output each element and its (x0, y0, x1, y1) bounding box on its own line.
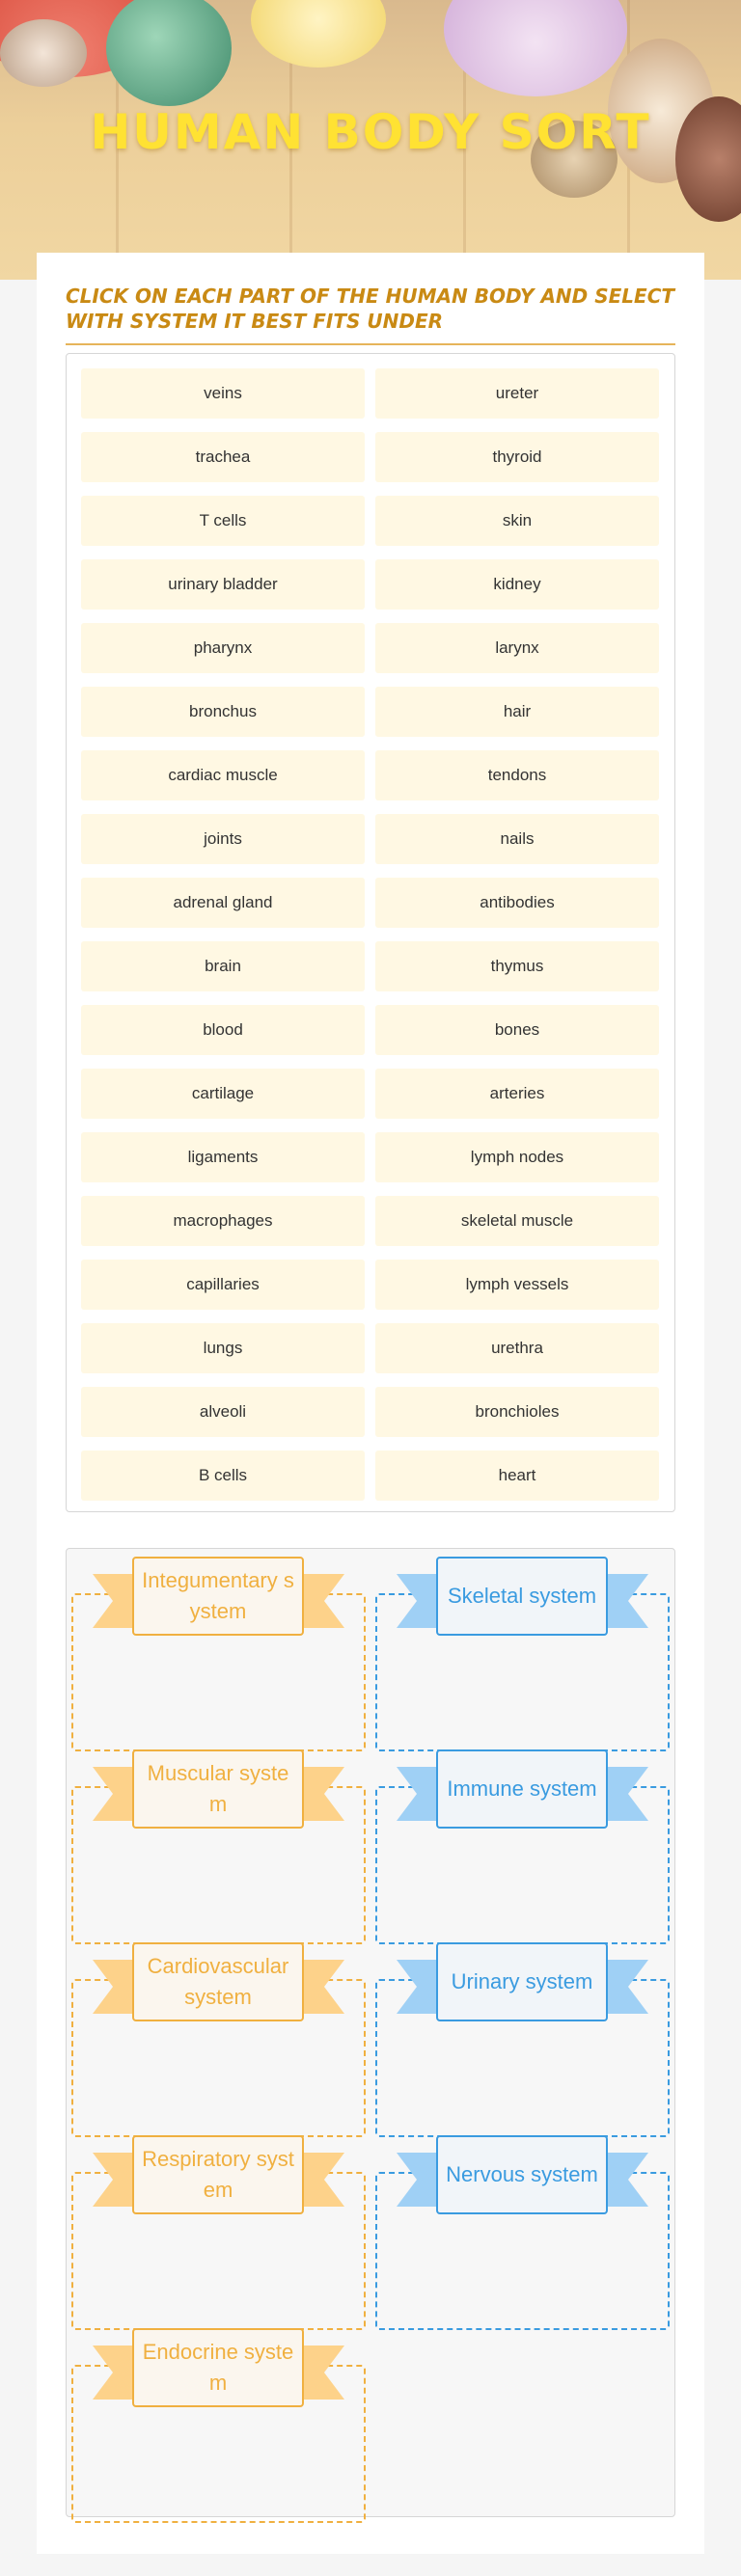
worksheet-card (37, 253, 704, 2554)
sort-item[interactable]: blood (81, 1005, 365, 1055)
sort-item[interactable]: lymph nodes (375, 1132, 659, 1182)
category-zone-endocrine[interactable] (71, 2328, 366, 2521)
sort-item[interactable]: alveoli (81, 1387, 365, 1437)
sort-item[interactable]: bronchioles (375, 1387, 659, 1437)
sort-item[interactable]: larynx (375, 623, 659, 673)
sort-item[interactable]: pharynx (81, 623, 365, 673)
seashell-image (251, 0, 386, 68)
category-zones (66, 1548, 675, 2517)
category-label: Urinary system (436, 1942, 608, 2021)
category-zone-urinary[interactable] (375, 1942, 670, 2135)
sort-item[interactable]: T cells (81, 496, 365, 546)
sort-item[interactable]: kidney (375, 559, 659, 610)
sort-item[interactable]: lymph vessels (375, 1260, 659, 1310)
category-zone-cardiovascular[interactable] (71, 1942, 366, 2135)
instructions-text: CLICK ON EACH PART OF THE HUMAN BODY AND SELECT WITH SYSTEM IT BEST FITS UNDER (66, 284, 675, 345)
category-zone-skeletal[interactable] (375, 1557, 670, 1749)
sort-item[interactable]: heart (375, 1451, 659, 1501)
category-label: Muscular system (132, 1749, 304, 1829)
category-label: Endocrine system (132, 2328, 304, 2407)
category-zone-muscular[interactable] (71, 1749, 366, 1942)
category-label: Integumentary system (132, 1557, 304, 1636)
sort-item[interactable]: B cells (81, 1451, 365, 1501)
item-bank (66, 353, 675, 1512)
sort-item[interactable]: urethra (375, 1323, 659, 1373)
sort-item[interactable]: hair (375, 687, 659, 737)
category-zone-nervous[interactable] (375, 2135, 670, 2328)
sort-item[interactable]: ureter (375, 368, 659, 419)
sort-item[interactable]: skin (375, 496, 659, 546)
sort-item[interactable]: adrenal gland (81, 878, 365, 928)
sort-item[interactable]: arteries (375, 1069, 659, 1119)
sort-item[interactable]: cartilage (81, 1069, 365, 1119)
sort-item[interactable]: urinary bladder (81, 559, 365, 610)
sort-item[interactable]: tendons (375, 750, 659, 800)
sort-item[interactable]: thyroid (375, 432, 659, 482)
sort-item[interactable]: macrophages (81, 1196, 365, 1246)
sort-item[interactable]: bones (375, 1005, 659, 1055)
sort-item[interactable]: veins (81, 368, 365, 419)
seashell-image (106, 0, 232, 106)
sort-item[interactable]: thymus (375, 941, 659, 991)
category-label: Immune system (436, 1749, 608, 1829)
category-label: Respiratory system (132, 2135, 304, 2214)
seashell-image (0, 19, 87, 87)
category-zone-immune[interactable] (375, 1749, 670, 1942)
sort-item[interactable]: antibodies (375, 878, 659, 928)
category-label: Cardiovascular system (132, 1942, 304, 2021)
sort-item[interactable]: skeletal muscle (375, 1196, 659, 1246)
hero-banner (0, 0, 741, 280)
sort-item[interactable]: nails (375, 814, 659, 864)
sort-item[interactable]: capillaries (81, 1260, 365, 1310)
sort-item[interactable]: bronchus (81, 687, 365, 737)
sort-item[interactable]: trachea (81, 432, 365, 482)
category-label: Nervous system (436, 2135, 608, 2214)
sort-item[interactable]: brain (81, 941, 365, 991)
category-zone-respiratory[interactable] (71, 2135, 366, 2328)
sort-item[interactable]: cardiac muscle (81, 750, 365, 800)
category-label: Skeletal system (436, 1557, 608, 1636)
sort-item[interactable]: lungs (81, 1323, 365, 1373)
page-title: HUMAN BODY SORT (90, 104, 651, 160)
category-zone-integumentary[interactable] (71, 1557, 366, 1749)
sort-item[interactable]: joints (81, 814, 365, 864)
sort-item[interactable]: ligaments (81, 1132, 365, 1182)
seashell-image (444, 0, 627, 96)
